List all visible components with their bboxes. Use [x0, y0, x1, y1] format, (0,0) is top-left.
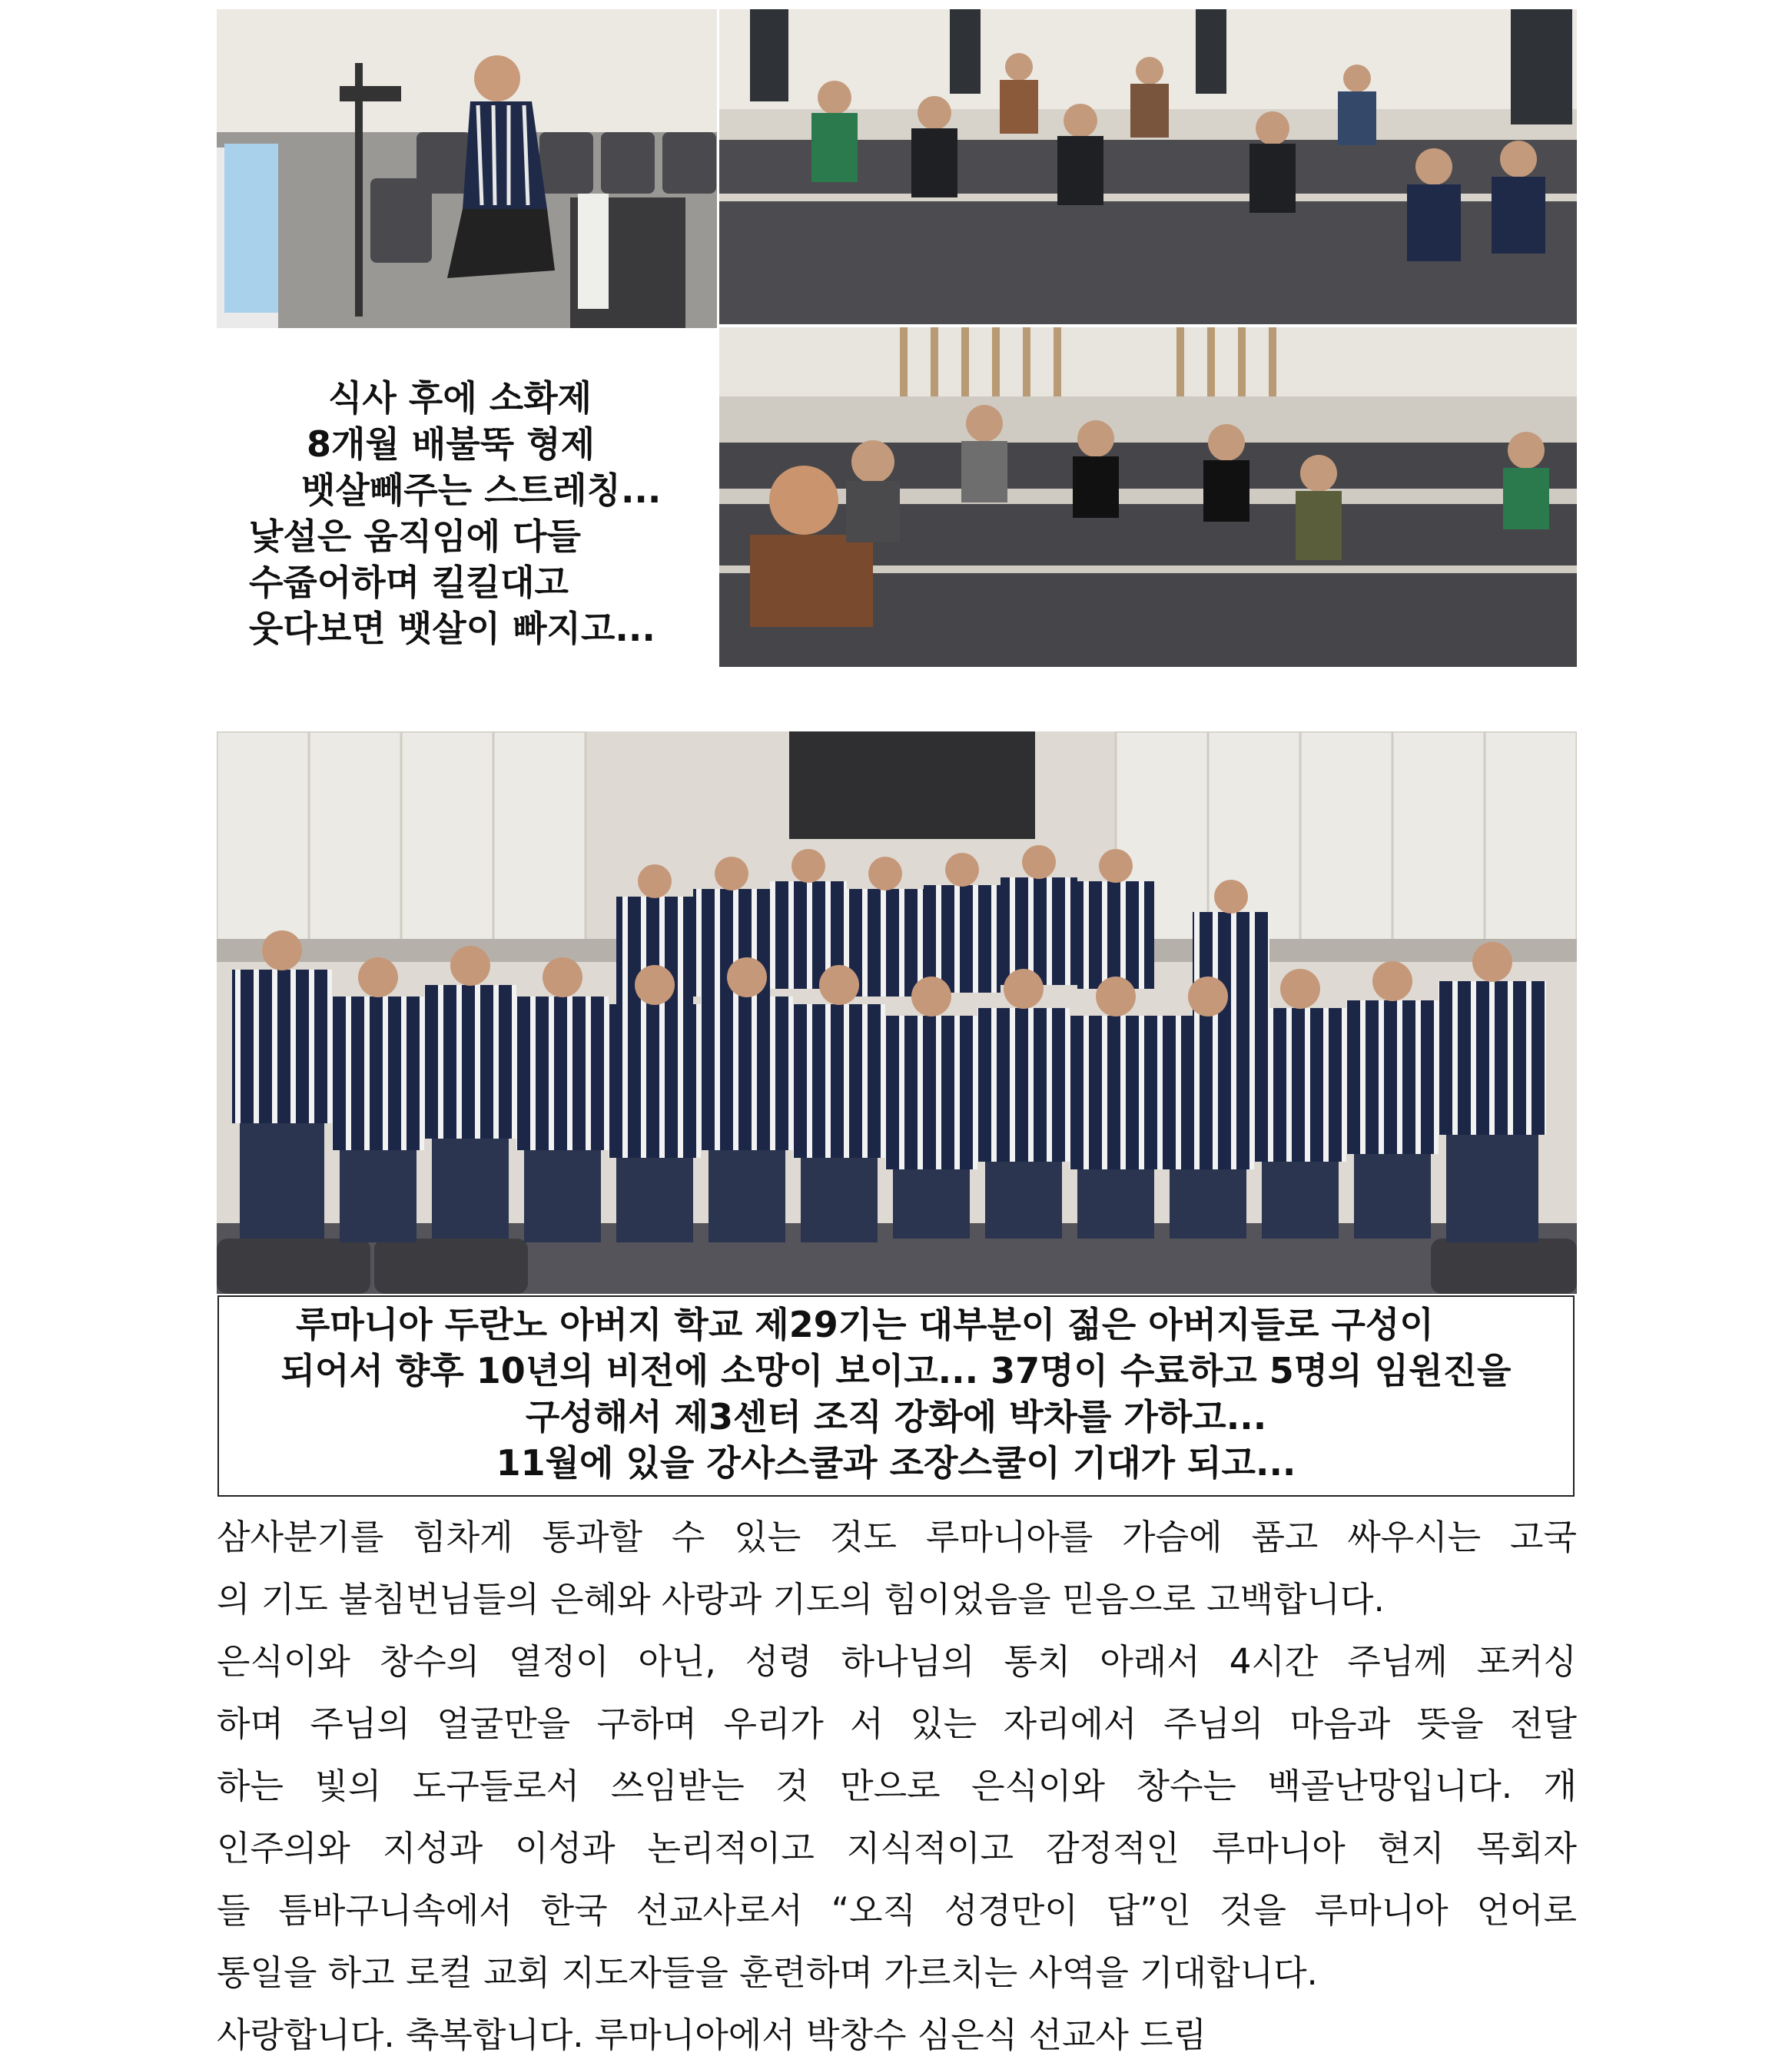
group-portrait-photo — [217, 731, 1577, 1294]
caption-line: 낯설은 움직임에 다들 — [249, 516, 581, 557]
body-line: 삼사분기를 힘차게 통과할 수 있는 것도 루마니아를 가슴에 품고 싸우시는 고국 — [217, 1517, 1577, 1557]
body-line: 하는 빛의 도구들로서 쓰임받는 것 만으로 은식이와 창수는 백골난망입니다. 개 — [217, 1766, 1577, 1806]
caption-line: 8개월 배불뚝 형제 — [307, 423, 596, 465]
caption-line: 루마니아 두란노 아버지 학교 제29기는 대부분이 젊은 아버지들로 구성이 — [296, 1304, 1434, 1345]
caption-line: 웃다보면 뱃살이 빠지고... — [249, 608, 655, 649]
stretching-caption — [217, 375, 716, 667]
body-line: 은식이와 창수의 열정이 아닌, 성령 하나님의 통치 아래서 4시간 주님께 포커싱 — [217, 1641, 1577, 1682]
school-caption-box — [217, 1295, 1575, 1497]
body-paragraph — [217, 1506, 1577, 2066]
caption-line: 뱃살빼주는 스트레칭... — [301, 469, 662, 511]
body-line: 인주의와 지성과 이성과 논리적이고 지식적이고 감정적인 루마니아 현지 목회자 — [217, 1828, 1577, 1869]
caption-line: 식사 후에 소화제 — [328, 377, 592, 419]
man-stretching-photo — [217, 9, 717, 328]
body-line: 의 기도 불침번님들의 은혜와 사랑과 기도의 힘이었음을 믿음으로 고백합니다. — [217, 1579, 1385, 1620]
body-line: 하며 주님의 얼굴만을 구하며 우리가 서 있는 자리에서 주님의 마음과 뜻을 전달 — [217, 1703, 1577, 1744]
seated-group-stretching-photo — [719, 327, 1577, 667]
caption-line: 11월에 있을 강사스쿨과 조장스쿨이 기대가 되고... — [496, 1442, 1296, 1484]
body-line: 들 틈바구니속에서 한국 선교사로서 “오직 성경만이 답”인 것을 루마니아 언어로 — [217, 1890, 1577, 1931]
caption-line: 되어서 향후 10년의 비전에 소망이 보이고... 37명이 수료하고 5명의 임원진을 — [280, 1350, 1512, 1391]
body-line: 사랑합니다. 축복합니다. 루마니아에서 박창수 심은식 선교사 드림 — [217, 2015, 1207, 2055]
caption-line: 수줍어하며 킬킬대고 — [249, 562, 569, 603]
body-line: 통일을 하고 로컬 교회 지도자들을 훈련하며 가르치는 사역을 기대합니다. — [217, 1952, 1318, 1993]
caption-line: 구성해서 제3센터 조직 강화에 박차를 가하고... — [525, 1396, 1267, 1438]
group-stretching-photo — [719, 9, 1577, 324]
